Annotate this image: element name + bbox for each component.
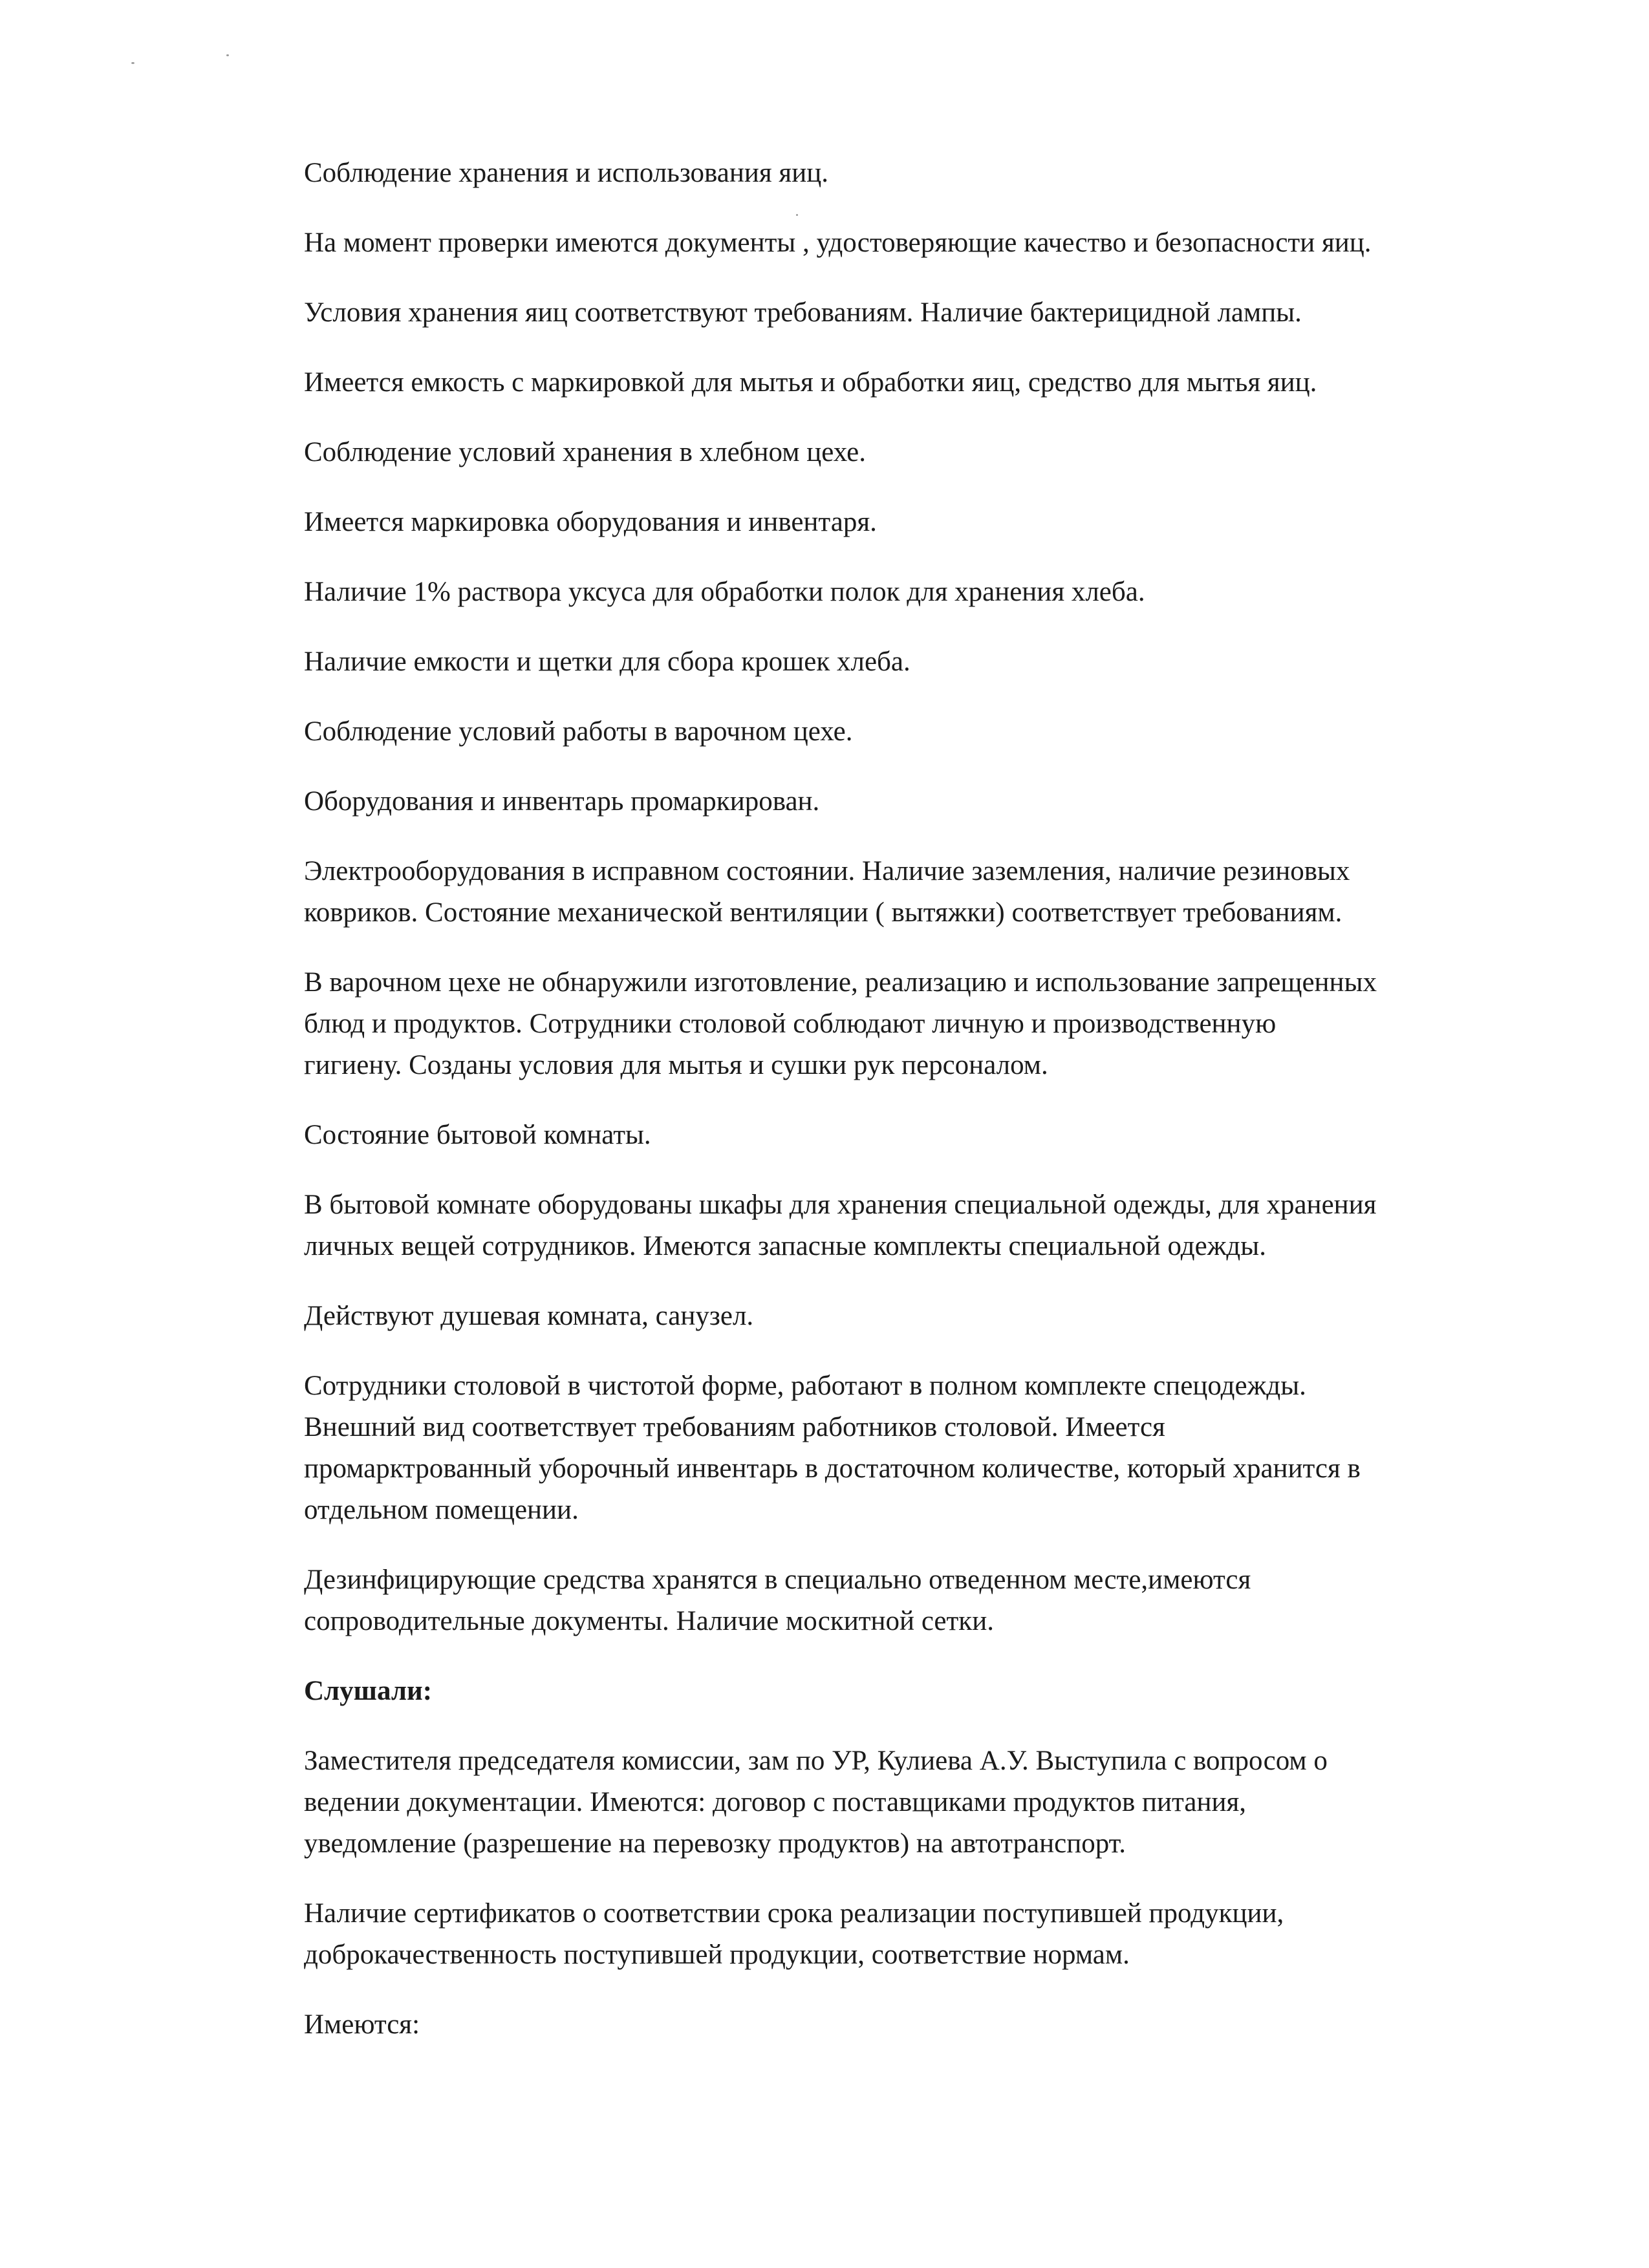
document-paragraph: Наличие емкости и щетки для сбора крошек хлеба. [304,647,911,677]
document-paragraph: Состояние бытовой комнаты. [304,1120,651,1150]
document-paragraph: В бытовой комнате оборудованы шкафы для хранения специальной одежды, для хранения личных вещей сотрудников. Имеются запасные комплекты специальной одежды. [304,1190,1377,1261]
document-paragraph: Имеются: [304,2009,420,2040]
document-paragraph: Дезинфицирующие средства хранятся в специально отведенном месте,имеются сопроводительные документы. Наличие москитной сетки. [304,1565,1251,1636]
document-paragraph: Соблюдение условий работы в варочном цехе. [304,716,853,747]
document-paragraph: Действуют душевая комната, санузел. [304,1301,754,1331]
document-body [304,153,1591,2074]
document-paragraph: Имеется маркировка оборудования и инвентаря. [304,507,877,537]
document-paragraph: Соблюдение хранения и использования яиц. [304,158,828,188]
document-paragraph: Соблюдение условий хранения в хлебном цехе. [304,437,866,467]
document-paragraph: Имеется емкость с маркировкой для мытья и обработки яиц, средство для мытья яиц. [304,367,1317,398]
document-paragraph: Электрооборудования в исправном состоянии. Наличие заземления, наличие резиновых ковриков. Состояние механической вентиляции ( вытяжки) соответствует требованиям. [304,856,1350,928]
document-paragraph: Наличие сертификатов о соответствии срока реализации поступившей продукции, доброкачественность поступившей продукции, соответствие нормам. [304,1898,1284,1970]
document-paragraph: Условия хранения яиц соответствуют требованиям. Наличие бактерицидной лампы. [304,297,1302,328]
document-paragraph: Наличие 1% раствора уксуса для обработки полок для хранения хлеба. [304,577,1145,607]
document-paragraph: В варочном цехе не обнаружили изготовление, реализацию и использование запрещенных блюд и продуктов. Сотрудники столовой соблюдают личную и производственную гигиену. Созданы условия для мытья и сушки рук персоналом. [304,967,1377,1080]
section-heading: Слушали: [304,1676,433,1706]
scan-speck [226,54,229,56]
scan-speck [131,62,135,64]
document-paragraph: Оборудования и инвентарь промаркирован. [304,786,820,817]
document-paragraph: Сотрудники столовой в чистотой форме, работают в полном комплекте спецодежды. Внешний вид соответствует требованиям работников столовой. Имеется промарктрованный уборочный инвентарь в достаточном количестве, который хранится в отдельном помещении. [304,1371,1361,1525]
document-paragraph: На момент проверки имеются документы , удостоверяющие качество и безопасности яиц. [304,228,1372,258]
document-paragraph: Заместителя председателя комиссии, зам по УР, Кулиева А.У. Выступила с вопросом о ведении документации. Имеются: договор с поставщиками продуктов питания, уведомление (разрешение на перевозку продуктов) на автотранспорт. [304,1746,1328,1859]
